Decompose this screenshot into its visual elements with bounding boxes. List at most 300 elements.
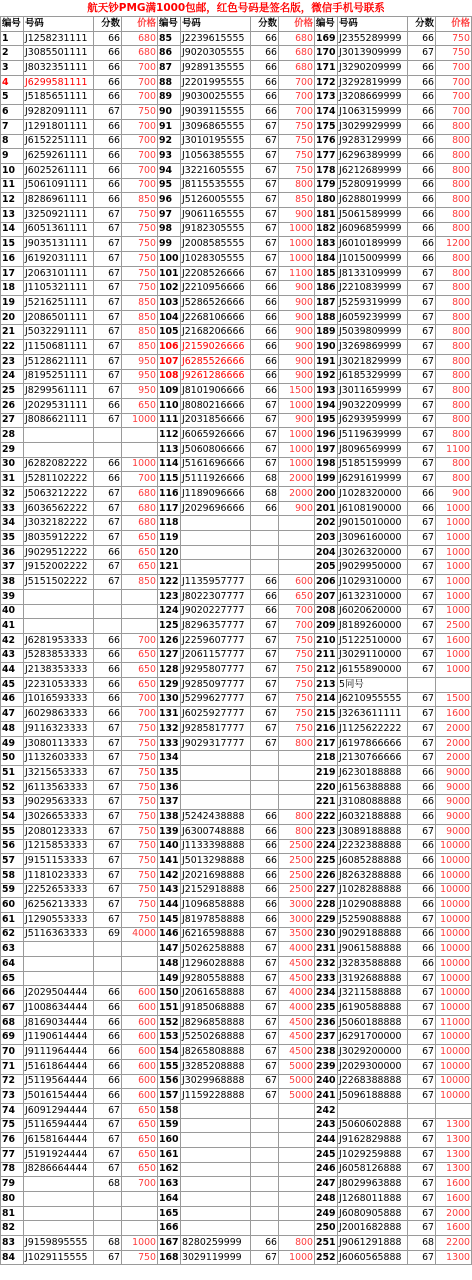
cell-score: 67 — [408, 971, 436, 986]
cell-price: 800 — [436, 134, 472, 149]
table-row — [1, 1118, 472, 1133]
header-code: 号码 — [338, 17, 408, 32]
cell-score: 67 — [251, 149, 279, 164]
cell-code: J9015010000 — [338, 516, 408, 531]
cell-price: 800 — [279, 736, 315, 751]
cell-code — [181, 1221, 251, 1236]
header-no: 编号 — [1, 17, 24, 32]
cell-score: 67 — [251, 942, 279, 957]
cell-code: J3283588888 — [338, 957, 408, 972]
cell-score: 66 — [94, 1059, 122, 1074]
header-price: 价格 — [122, 17, 158, 32]
cell-code: J2231053333 — [24, 677, 94, 692]
table-row — [1, 722, 472, 737]
cell-score: 67 — [408, 692, 436, 707]
cell-price: 700 — [122, 472, 158, 487]
cell-no: 96 — [158, 193, 181, 208]
cell-code: J8265808888 — [181, 1045, 251, 1060]
cell-no: 119 — [158, 531, 181, 546]
cell-score — [251, 751, 279, 766]
cell-no: 2 — [1, 46, 24, 61]
cell-score — [251, 1162, 279, 1177]
cell-score: 66 — [94, 1001, 122, 1016]
cell-code: J9261286666 — [181, 369, 251, 384]
cell-no: 158 — [158, 1103, 181, 1118]
cell-code: J2201995555 — [181, 75, 251, 90]
cell-score: 66 — [408, 252, 436, 267]
cell-score: 66 — [94, 31, 122, 46]
cell-code: J2061658888 — [181, 986, 251, 1001]
cell-price: 900 — [279, 369, 315, 384]
cell-score — [94, 442, 122, 457]
cell-price: 1000 — [279, 457, 315, 472]
cell-no: 36 — [1, 545, 24, 560]
cell-code — [181, 531, 251, 546]
table-row — [1, 1162, 472, 1177]
cell-score: 67 — [251, 457, 279, 472]
cell-price: 9000 — [436, 766, 472, 781]
cell-price: 700 — [122, 149, 158, 164]
cell-score: 66 — [408, 883, 436, 898]
table-row — [1, 1147, 472, 1162]
cell-code: J6212689999 — [338, 163, 408, 178]
cell-code: J6156388888 — [338, 780, 408, 795]
cell-price: 650 — [122, 677, 158, 692]
cell-price: 600 — [122, 986, 158, 1001]
cell-score: 67 — [94, 912, 122, 927]
cell-no: 149 — [158, 971, 181, 986]
cell-code: J2268106666 — [181, 310, 251, 325]
table-row — [1, 369, 472, 384]
cell-price: 700 — [436, 105, 472, 120]
cell-score: 67 — [94, 207, 122, 222]
cell-no: 160 — [158, 1133, 181, 1148]
cell-code: J9151153333 — [24, 854, 94, 869]
cell-code: J5119564444 — [24, 1074, 94, 1089]
cell-code: J3215653333 — [24, 766, 94, 781]
table-row — [1, 266, 472, 281]
cell-code: J9029317777 — [181, 736, 251, 751]
cell-price: 9000 — [436, 824, 472, 839]
table-row — [1, 1030, 472, 1045]
cell-code: J5283853333 — [24, 648, 94, 663]
cell-code: J9029188888 — [338, 927, 408, 942]
cell-code: J8022307777 — [181, 589, 251, 604]
cell-no: 152 — [158, 1015, 181, 1030]
cell-no: 203 — [315, 531, 338, 546]
cell-score: 67 — [251, 252, 279, 267]
cell-score: 66 — [408, 222, 436, 237]
cell-price — [122, 428, 158, 443]
cell-no: 156 — [158, 1074, 181, 1089]
cell-score: 67 — [408, 398, 436, 413]
cell-code: J1028288888 — [338, 883, 408, 898]
table-row — [1, 105, 472, 120]
cell-no: 197 — [315, 442, 338, 457]
table-row — [1, 780, 472, 795]
cell-score: 67 — [408, 281, 436, 296]
cell-no: 16 — [1, 252, 24, 267]
cell-price: 800 — [436, 281, 472, 296]
cell-no: 145 — [158, 912, 181, 927]
cell-price — [436, 1103, 472, 1118]
cell-no: 194 — [315, 398, 338, 413]
cell-no: 126 — [158, 633, 181, 648]
cell-no: 73 — [1, 1089, 24, 1104]
cell-price: 680 — [122, 31, 158, 46]
cell-no: 226 — [315, 868, 338, 883]
cell-no: 193 — [315, 384, 338, 399]
cell-score: 67 — [94, 736, 122, 751]
cell-code: J6288019999 — [338, 193, 408, 208]
cell-price: 750 — [122, 883, 158, 898]
cell-code: J1159228888 — [181, 1089, 251, 1104]
cell-no: 181 — [315, 207, 338, 222]
page-title: 航天钞PMG满1000包邮，红色号码是签名版，微信手机号联系 — [87, 2, 385, 14]
cell-score: 67 — [251, 237, 279, 252]
table-row — [1, 957, 472, 972]
cell-score: 67 — [94, 1118, 122, 1133]
cell-price — [122, 1192, 158, 1207]
cell-score: 68 — [408, 1236, 436, 1251]
cell-no: 239 — [315, 1059, 338, 1074]
cell-score: 67 — [251, 222, 279, 237]
cell-code — [24, 1206, 94, 1221]
cell-code — [181, 560, 251, 575]
cell-price: 1600 — [436, 1221, 472, 1236]
cell-no: 225 — [315, 854, 338, 869]
cell-no: 118 — [158, 516, 181, 531]
cell-code: J3013909999 — [338, 46, 408, 61]
cell-no: 115 — [158, 472, 181, 487]
cell-score: 66 — [408, 207, 436, 222]
cell-price: 10000 — [436, 971, 472, 986]
cell-code: J3011659999 — [338, 384, 408, 399]
cell-no: 134 — [158, 751, 181, 766]
cell-no: 7 — [1, 119, 24, 134]
cell-score: 66 — [251, 369, 279, 384]
cell-no: 24 — [1, 369, 24, 384]
table-row — [1, 178, 472, 193]
cell-no: 26 — [1, 398, 24, 413]
cell-score: 66 — [94, 1045, 122, 1060]
cell-code: J3096160000 — [338, 531, 408, 546]
cell-score: 66 — [408, 780, 436, 795]
table-row — [1, 501, 472, 516]
cell-no: 70 — [1, 1045, 24, 1060]
table-row — [1, 839, 472, 854]
cell-score: 67 — [94, 839, 122, 854]
cell-score: 67 — [94, 1250, 122, 1265]
table-row — [1, 1089, 472, 1104]
cell-price: 700 — [436, 75, 472, 90]
cell-price: 750 — [122, 751, 158, 766]
cell-score: 66 — [408, 854, 436, 869]
cell-score: 66 — [94, 1089, 122, 1104]
table-row — [1, 824, 472, 839]
cell-score: 67 — [94, 222, 122, 237]
cell-code: J6108190000 — [338, 501, 408, 516]
cell-price: 1300 — [436, 1133, 472, 1148]
cell-no: 238 — [315, 1045, 338, 1060]
table-row — [1, 1236, 472, 1251]
cell-no: 62 — [1, 927, 24, 942]
cell-price: 700 — [122, 178, 158, 193]
cell-price: 1300 — [436, 1250, 472, 1265]
cell-code: J3021829999 — [338, 354, 408, 369]
cell-no: 59 — [1, 883, 24, 898]
cell-score: 66 — [408, 163, 436, 178]
cell-price: 800 — [279, 178, 315, 193]
cell-price: 750 — [122, 824, 158, 839]
cell-price — [279, 1147, 315, 1162]
cell-price: 950 — [122, 384, 158, 399]
table-row — [1, 575, 472, 590]
cell-score — [251, 1133, 279, 1148]
cell-score — [251, 1206, 279, 1221]
cell-code: J8133109999 — [338, 266, 408, 281]
cell-no: 144 — [158, 898, 181, 913]
cell-no: 179 — [315, 178, 338, 193]
cell-code: J9162829888 — [338, 1133, 408, 1148]
table-row — [1, 619, 472, 634]
table-row — [1, 942, 472, 957]
cell-no: 216 — [315, 722, 338, 737]
cell-score: 66 — [251, 898, 279, 913]
cell-no: 79 — [1, 1177, 24, 1192]
cell-code: J3010195555 — [181, 134, 251, 149]
cell-price: 9000 — [436, 795, 472, 810]
cell-no: 13 — [1, 207, 24, 222]
table-row — [1, 296, 472, 311]
cell-no: 35 — [1, 531, 24, 546]
cell-no: 60 — [1, 898, 24, 913]
cell-code: J8086621111 — [24, 413, 94, 428]
cell-score: 66 — [94, 707, 122, 722]
cell-price: 800 — [436, 384, 472, 399]
cell-score: 67 — [408, 1118, 436, 1133]
cell-code — [181, 545, 251, 560]
cell-score: 67 — [408, 1133, 436, 1148]
cell-code: J9182305555 — [181, 222, 251, 237]
cell-no: 107 — [158, 354, 181, 369]
cell-code: J3263611111 — [338, 707, 408, 722]
cell-no: 28 — [1, 428, 24, 443]
cell-no: 178 — [315, 163, 338, 178]
cell-code: J3096865555 — [181, 119, 251, 134]
cell-code: J2268388888 — [338, 1074, 408, 1089]
cell-score: 67 — [94, 354, 122, 369]
cell-score: 67 — [251, 207, 279, 222]
cell-score — [94, 942, 122, 957]
cell-code: J1190614444 — [24, 1030, 94, 1045]
cell-code: J3029968888 — [181, 1074, 251, 1089]
cell-price: 650 — [122, 560, 158, 575]
cell-price: 800 — [436, 222, 472, 237]
cell-no: 69 — [1, 1030, 24, 1045]
cell-no: 72 — [1, 1074, 24, 1089]
cell-no: 199 — [315, 472, 338, 487]
cell-score: 67 — [94, 560, 122, 575]
cell-no: 95 — [158, 178, 181, 193]
cell-price — [279, 1221, 315, 1236]
cell-code: J5242438888 — [181, 810, 251, 825]
cell-no: 249 — [315, 1206, 338, 1221]
cell-no: 105 — [158, 325, 181, 340]
cell-score: 66 — [94, 692, 122, 707]
cell-code: J5060602888 — [338, 1118, 408, 1133]
cell-code: J5191924444 — [24, 1147, 94, 1162]
table-row — [1, 193, 472, 208]
table-row — [1, 1103, 472, 1118]
cell-price: 600 — [122, 1059, 158, 1074]
cell-no: 34 — [1, 516, 24, 531]
cell-no: 236 — [315, 1015, 338, 1030]
cell-no: 113 — [158, 442, 181, 457]
cell-code: J9039115555 — [181, 105, 251, 120]
cell-price — [279, 780, 315, 795]
cell-code: 3029119999 — [181, 1250, 251, 1265]
cell-code: J6132310000 — [338, 589, 408, 604]
cell-code: J8080216666 — [181, 398, 251, 413]
cell-score: 67 — [408, 1089, 436, 1104]
cell-no: 48 — [1, 722, 24, 737]
cell-score: 67 — [251, 692, 279, 707]
table-row — [1, 1074, 472, 1089]
cell-code: J1029259888 — [338, 1147, 408, 1162]
cell-no: 9 — [1, 149, 24, 164]
cell-no: 186 — [315, 281, 338, 296]
cell-price: 650 — [122, 531, 158, 546]
cell-score: 66 — [94, 398, 122, 413]
cell-price: 650 — [122, 1162, 158, 1177]
cell-score: 67 — [94, 751, 122, 766]
table-row — [1, 1177, 472, 1192]
cell-code: J6296389999 — [338, 149, 408, 164]
cell-no: 131 — [158, 707, 181, 722]
cell-code: J5185159999 — [338, 457, 408, 472]
cell-no: 202 — [315, 516, 338, 531]
cell-code — [181, 780, 251, 795]
cell-code: J6291700000 — [338, 1030, 408, 1045]
cell-code: J1096858888 — [181, 898, 251, 913]
cell-no: 122 — [158, 575, 181, 590]
cell-no: 150 — [158, 986, 181, 1001]
cell-code: J1008634444 — [24, 1001, 94, 1016]
cell-score: 66 — [408, 810, 436, 825]
cell-price: 5000 — [279, 1059, 315, 1074]
cell-price — [122, 957, 158, 972]
cell-score: 67 — [408, 369, 436, 384]
cell-score: 67 — [408, 1177, 436, 1192]
cell-no: 39 — [1, 589, 24, 604]
cell-no: 75 — [1, 1118, 24, 1133]
cell-price: 900 — [279, 296, 315, 311]
cell-code: J1268011888 — [338, 1192, 408, 1207]
cell-code: J3029929999 — [338, 119, 408, 134]
cell-code: J6197866666 — [338, 736, 408, 751]
cell-no: 19 — [1, 296, 24, 311]
cell-no: 101 — [158, 266, 181, 281]
cell-price: 1100 — [279, 266, 315, 281]
cell-no: 29 — [1, 442, 24, 457]
cell-no: 110 — [158, 398, 181, 413]
cell-code: J2138353333 — [24, 663, 94, 678]
cell-score — [251, 516, 279, 531]
cell-price: 10000 — [436, 883, 472, 898]
cell-code: J1063159999 — [338, 105, 408, 120]
cell-code: J6036562222 — [24, 501, 94, 516]
cell-no: 47 — [1, 707, 24, 722]
cell-score: 66 — [251, 90, 279, 105]
cell-code: J5013298888 — [181, 854, 251, 869]
cell-price: 600 — [122, 1015, 158, 1030]
cell-score: 66 — [408, 237, 436, 252]
cell-score: 66 — [408, 178, 436, 193]
table-row — [1, 531, 472, 546]
cell-no: 246 — [315, 1162, 338, 1177]
cell-price — [279, 560, 315, 575]
cell-no: 243 — [315, 1118, 338, 1133]
header-score: 分数 — [408, 17, 436, 32]
cell-no: 66 — [1, 986, 24, 1001]
cell-code: J9116323333 — [24, 722, 94, 737]
cell-score: 67 — [408, 46, 436, 61]
cell-score: 67 — [251, 986, 279, 1001]
cell-price: 600 — [122, 1089, 158, 1104]
cell-price: 680 — [122, 487, 158, 502]
cell-no: 209 — [315, 619, 338, 634]
cell-no: 12 — [1, 193, 24, 208]
cell-no: 143 — [158, 883, 181, 898]
cell-no: 116 — [158, 487, 181, 502]
cell-price: 1000 — [279, 442, 315, 457]
cell-code: J3269869999 — [338, 340, 408, 355]
cell-price: 2500 — [279, 854, 315, 869]
cell-price — [279, 1162, 315, 1177]
cell-no: 250 — [315, 1221, 338, 1236]
cell-price: 750 — [122, 222, 158, 237]
cell-price: 650 — [122, 663, 158, 678]
cell-code: J3221605555 — [181, 163, 251, 178]
cell-score: 67 — [408, 325, 436, 340]
cell-code: J1296028888 — [181, 957, 251, 972]
cell-no: 151 — [158, 1001, 181, 1016]
cell-price: 4000 — [279, 942, 315, 957]
cell-score: 66 — [94, 1074, 122, 1089]
cell-no: 139 — [158, 824, 181, 839]
cell-score: 67 — [94, 281, 122, 296]
cell-code: J6282082222 — [24, 457, 94, 472]
cell-code: J6185329999 — [338, 369, 408, 384]
cell-no: 234 — [315, 986, 338, 1001]
cell-code: J3089188888 — [338, 824, 408, 839]
cell-score: 67 — [408, 1221, 436, 1236]
cell-no: 104 — [158, 310, 181, 325]
cell-code: J6085288888 — [338, 854, 408, 869]
cell-code — [24, 971, 94, 986]
cell-code — [181, 795, 251, 810]
cell-score: 66 — [408, 31, 436, 46]
cell-code: J3290209999 — [338, 61, 408, 76]
cell-no: 147 — [158, 942, 181, 957]
cell-no: 227 — [315, 883, 338, 898]
cell-price: 2500 — [279, 868, 315, 883]
cell-code: J2029531111 — [24, 398, 94, 413]
cell-code — [181, 751, 251, 766]
cell-no: 50 — [1, 751, 24, 766]
table-row — [1, 354, 472, 369]
